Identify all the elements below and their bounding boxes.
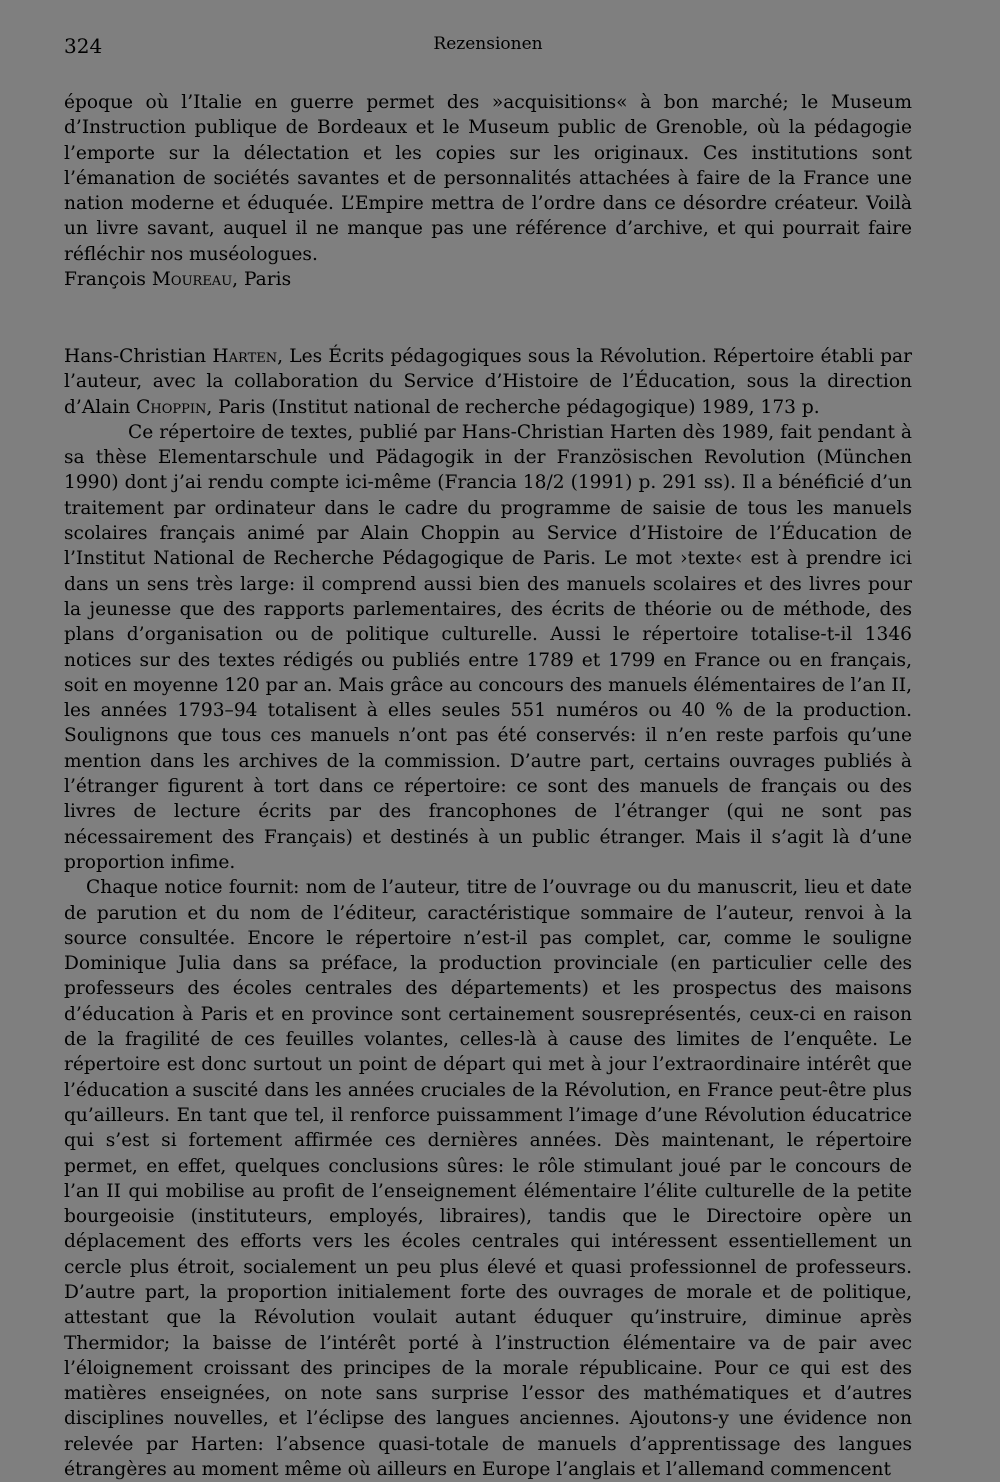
review-1-conclusion	[64, 90, 912, 292]
signature-place: , Paris	[232, 269, 292, 291]
review-2-paragraph-2: Chaque notice fournit: nom de l’auteur, titre de l’ouvrage ou du manuscrit, lieu et date de parution et du nom de l’éditeur, caractéristique sommaire de l’auteur, renvoi à la source consultée. Encore le répertoire n’est-il pas complet, car, comme le souligne Dominique Julia dans sa préface, la production provinciale (en particulier celle des professeurs des écoles centrales des départements) et les prospectus des maisons d’éducation à Paris et en province sont certainement sousreprésentés, ceux-ci en raison de la fragilité de ces feuilles volantes, celles-là à cause des limites de l’enquête. Le répertoire est donc surtout un point de départ qui met à jour l’extraordinaire intérêt que l’éducation a suscité dans les années cruciales de la Révolution, en France peut-être plus qu’ailleurs. En tant que tel, il renforce puissamment l’image d’une Révolution éducatrice qui s’est si fortement affirmée ces dernières années. Dès maintenant, le répertoire permet, en effet, quelques conclusions sûres: le rôle stimulant joué par le concours de l’an II qui mobilise au profit de l’enseignement élémentaire l’élite culturelle de la petite bourgeoisie (instituteurs, employés, libraires), tandis que le Directoire opère un déplacement des efforts vers les écoles centrales qui intéressent essentiellement un cercle plus étroit, socialement un peu plus élevé et quasi professionnel de professeurs. D’autre part, la proportion initialement forte des ouvrages de morale et de politique, attestant que la Révolution voulait autant éduquer qu’instruire, diminue après Thermidor; la baisse de l’intérêt porté à l’instruction élémentaire va de pair avec l’éloignement croissant des principes de la morale républicaine. Pour ce qui est des matières enseignées, on note sans surprise l’essor des mathématiques et d’autres disciplines nouvelles, et l’éclipse des langues anciennes. Ajoutons-y une évidence non relevée par Harten: l’absence quasi-totale de manuels d’apprentissage des langues étrangères au moment même où ailleurs en Europe l’anglais et l’allemand commencent	[64, 877, 912, 1481]
review-1-signature	[64, 267, 912, 292]
signature-first-name: François	[64, 269, 146, 291]
running-title: Rezensionen	[433, 34, 543, 54]
review-2	[64, 344, 912, 1482]
signature-last-name: Moureau	[151, 269, 233, 291]
reference-title: , Les Écrits pédagogiques sous la Révolution. Répertoire établi par l’auteur, avec la collaboration du Service d’Histoire de l’Éducation, sous la direction d’Alain	[64, 346, 912, 418]
review-2-paragraph-1: Ce répertoire de textes, publié par Hans-Christian Harten dès 1989, fait pendant à sa thèse Elementarschule und Pädagogik in der Französischen Revolution (München 1990) dont j’ai rendu compte ici-même (Francia 18/2 (1991) p. 291 ss). Il a bénéficié d’un traitement par ordinateur dans le cadre du programme de saisie de tous les manuels scolaires français animé par Alain Choppin au Service d’Histoire de l’Éducation de l’Institut National de Recherche Pédagogique de Paris. Le mot ›texte‹ est à prendre ici dans un sens très large: il comprend aussi bien des manuels scolaires et des livres pour la jeunesse que des rapports parlementaires, des écrits de théorie ou de méthode, des plans d’organisation ou de politique culturelle. Aussi le répertoire totalise-t-il 1346 notices sur des textes rédigés ou publiés entre 1789 et 1799 en France ou en français, soit en moyenne 120 par an. Mais grâce au concours des manuels élémentaires de l’an II, les années 1793–94 totalisent à elles seules 551 numéros ou 40 % de la production. Soulignons que tous ces manuels n’ont pas été conservés: il n’en reste parfois qu’une mention dans les archives de la commission. D’autre part, certains ouvrages publiés à l’étranger figurent à tort dans ce répertoire: ce sont des manuels de français ou des livres de lecture écrits par des francophones de l’étranger (qui ne sont pas nécessairement des Français) et destinés à un public étranger. Mais il s’agit là d’une proportion infime.	[64, 421, 912, 873]
reference-publication: , Paris (Institut national de recherche pédagogique) 1989, 173 p.	[206, 396, 820, 418]
page-number: 324	[64, 34, 103, 58]
running-head	[64, 34, 912, 64]
review-2-reference	[64, 344, 912, 420]
reference-author-last: Harten	[212, 346, 278, 367]
review-1-text: époque où l’Italie en guerre permet des »acquisitions« à bon marché; le Museum d’Instruction publique de Bordeaux et le Museum public de Grenoble, où la pédagogie l’emporte sur la délectation et les copies sur les originaux. Ces institutions sont l’émanation de sociétés savantes et de personnalités attachées à faire de la France une nation moderne et éduquée. L’Empire mettra de l’ordre dans ce désordre créateur. Voilà un livre savant, auquel il ne manque pas une référence d’archive, et qui pourrait faire réfléchir nos muséologues.	[64, 92, 912, 265]
reference-author-first: Hans-Christian	[64, 346, 207, 367]
reference-editor: Choppin	[136, 396, 207, 418]
